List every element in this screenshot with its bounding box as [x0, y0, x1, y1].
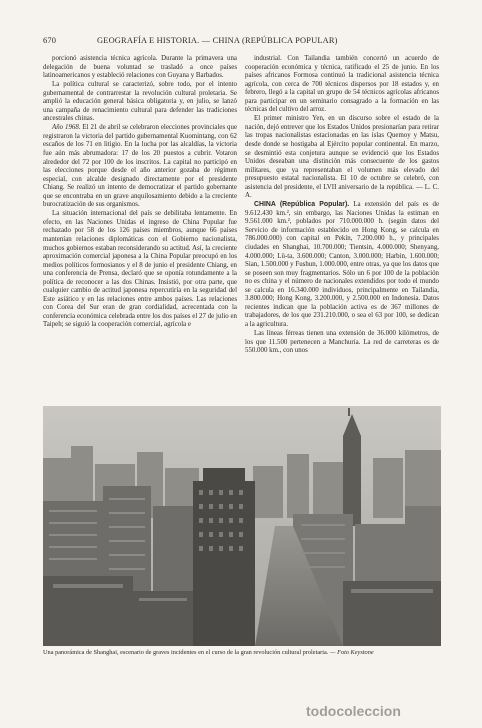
running-title: GEOGRAFÍA E HISTORIA. — CHINA (REPÚBLICA POPULAR): [97, 36, 338, 45]
paragraph: La política cultural se caracterizó, sobre todo, por el intento gubernamental de contrarrestar la revolución cultural proletaria. Se amplió la educación general básica obligatoria y, en julio, se lanzó una campaña de renacimiento cultural para defender las tradiciones ancestrales chinas.: [43, 81, 237, 123]
right-text-column: [245, 55, 439, 415]
paragraph: industrial. Con Tailandia también concertó un acuerdo de cooperación económica y técnica, ratificado el 25 de junio. En los países africanos Formosa continuó la tradicional asistencia técnica agrícola, con cerca de 700 técnicos dispersos por 18 estados y, en febrero, llegó a la capital un grupo de 54 técnicos agrícolas africanos para participar en un seminario consagrado a la formación en las técnicas del cultivo del arroz.: [245, 55, 439, 114]
paragraph-body: La extensión del país es de 9.612.430 km.², sin embargo, las Naciones Unidas la estiman en 9.561.000 km.², poblados por 710.000.000 h. (según datos del Servicio de información establecido en Hong Kong, se calcula en 786.000.000) con capital en Pekín, 7.200.000 h., y principales ciudades en Shanghai, 10.700.000; Tientsin, 4.000.000; Shenyang, 4.000.000; Lü-ta, 3.600.000; Canton, 3.000.000; Harbin, 1.600.000; Sian, 1.500.000 y Fushun, 1.000.000, entre otras, ya que los datos que se poseen son muy fragmentarios. Sólo un 6 por 100 de la población no es china y el número de nacionales extendidos por todo el mundo se calcula en 16.340.000 individuos, principalmente en Tailandia, 3.800.000; Hong Kong, 3.200.000, y 2.500.000 en Indonesia. Datos recientes indican que la población activa es de 367 millones de trabajadores, de los que 231.210.000, o sea el 63 por 100, se dedican a la agricultura.: [245, 201, 439, 328]
paragraph-body: El 21 de abril se celebraron elecciones provinciales que registraron la victoria del partido gubernamental Kuomintang, con 62 escaños de los 71 en litigio. En la lucha por las alcaldías, la victoria fue aún más abrumadora: 17 de los 20 puestos a cubrir. Votaron alrededor del 72 por 100 de los inscritos. La capital no participó en las elecciones porque desde el año anterior gozaba de régimen especial, con alcalde designado directamente por el presidente Chiang. Se realizó un intento de democratizar el partido gobernante que se encontraba en un grave anquilosamiento debido a la creciente burocratización de sus organismos.: [43, 124, 237, 209]
cityscape-illustration: [43, 406, 441, 646]
shanghai-panorama-photo: [43, 406, 441, 646]
page-header: [43, 36, 443, 48]
photo-credit: — Foto Keystone: [329, 649, 374, 656]
photo-caption: [43, 649, 441, 657]
section-title: CHINA (República Popular).: [254, 201, 350, 209]
paragraph: Las líneas férreas tienen una extensión de 36.000 kilómetros, de los que 11.500 pertenecen a Manchuria. La red de carreteras es de 550.000 km., con unos: [245, 330, 439, 355]
todocoleccion-watermark: [306, 703, 476, 719]
year-lead: Año 1968.: [52, 124, 81, 132]
watermark-text: todocoleccion: [306, 703, 401, 719]
paragraph: porcionó asistencia técnica agrícola. Durante la primavera una delegación de buena voluntad se trasladó a once países latinoamericanos y estableció relaciones con Guyana y Barbados.: [43, 55, 237, 80]
caption-text: Una panorámica de Shanghai, escenario de graves incidentes en el curso de la gran revolución cultural proletaria.: [43, 649, 329, 656]
author-signature: — L. C. A.: [245, 183, 439, 200]
page-number: 670: [43, 36, 57, 45]
paragraph-with-signature: [245, 115, 439, 200]
section-china-popular: [245, 201, 439, 329]
paragraph: La situación internacional del país se debilitaba lentamente. En efecto, en las Naciones Unidas el ingreso de China Popular fue rechazado por 58 de los 126 países miembros, aunque 66 países mantenían relaciones diplomáticas con el Gobierno nacionalista, muchos gobiernos estaban reconsiderando su actitud. Así, la creciente aproximación comercial japonesa a la China Popular preocupó en los medios políticos formosianos y el 8 de junio el presidente Chiang, en una conferencia de Prensa, declaró que se oponía rotundamente a la política de reconocer a las dos Chinas. Insistió, por otra parte, que cualquier cambio de actitud japonesa repercutiría en la seguridad del Este asiático y en las relaciones entre ambos países. Las relaciones con Corea del Sur eran de gran cordialidad, acrecentada con la conferencia económica celebrada entre los dos países el 27 de julio en Taipeh; se siguió la cooperación comercial, agrícola e: [43, 210, 237, 329]
paragraph-year-1968: [43, 124, 237, 209]
left-text-column: [43, 55, 237, 415]
paragraph-body: El primer ministro Yen, en un discurso sobre el estado de la nación, dejó entrever que los Estados Unidos presionarían para retirar las tropas nacionalistas estacionadas en las islas Quemoy y Matsu, desde donde se hostigaba al Ejército popular continental. En marzo, se desmintió esta conjetura aunque se evidenció que los Estados Unidos deseaban una distinción más consecuente de los gastos militares, que ya representaban el volumen más elevado del presupuesto estatal nacionalista. El 10 de octubre se celebró, con asistencia del presidente, el LVII aniversario de la república.: [245, 115, 439, 191]
